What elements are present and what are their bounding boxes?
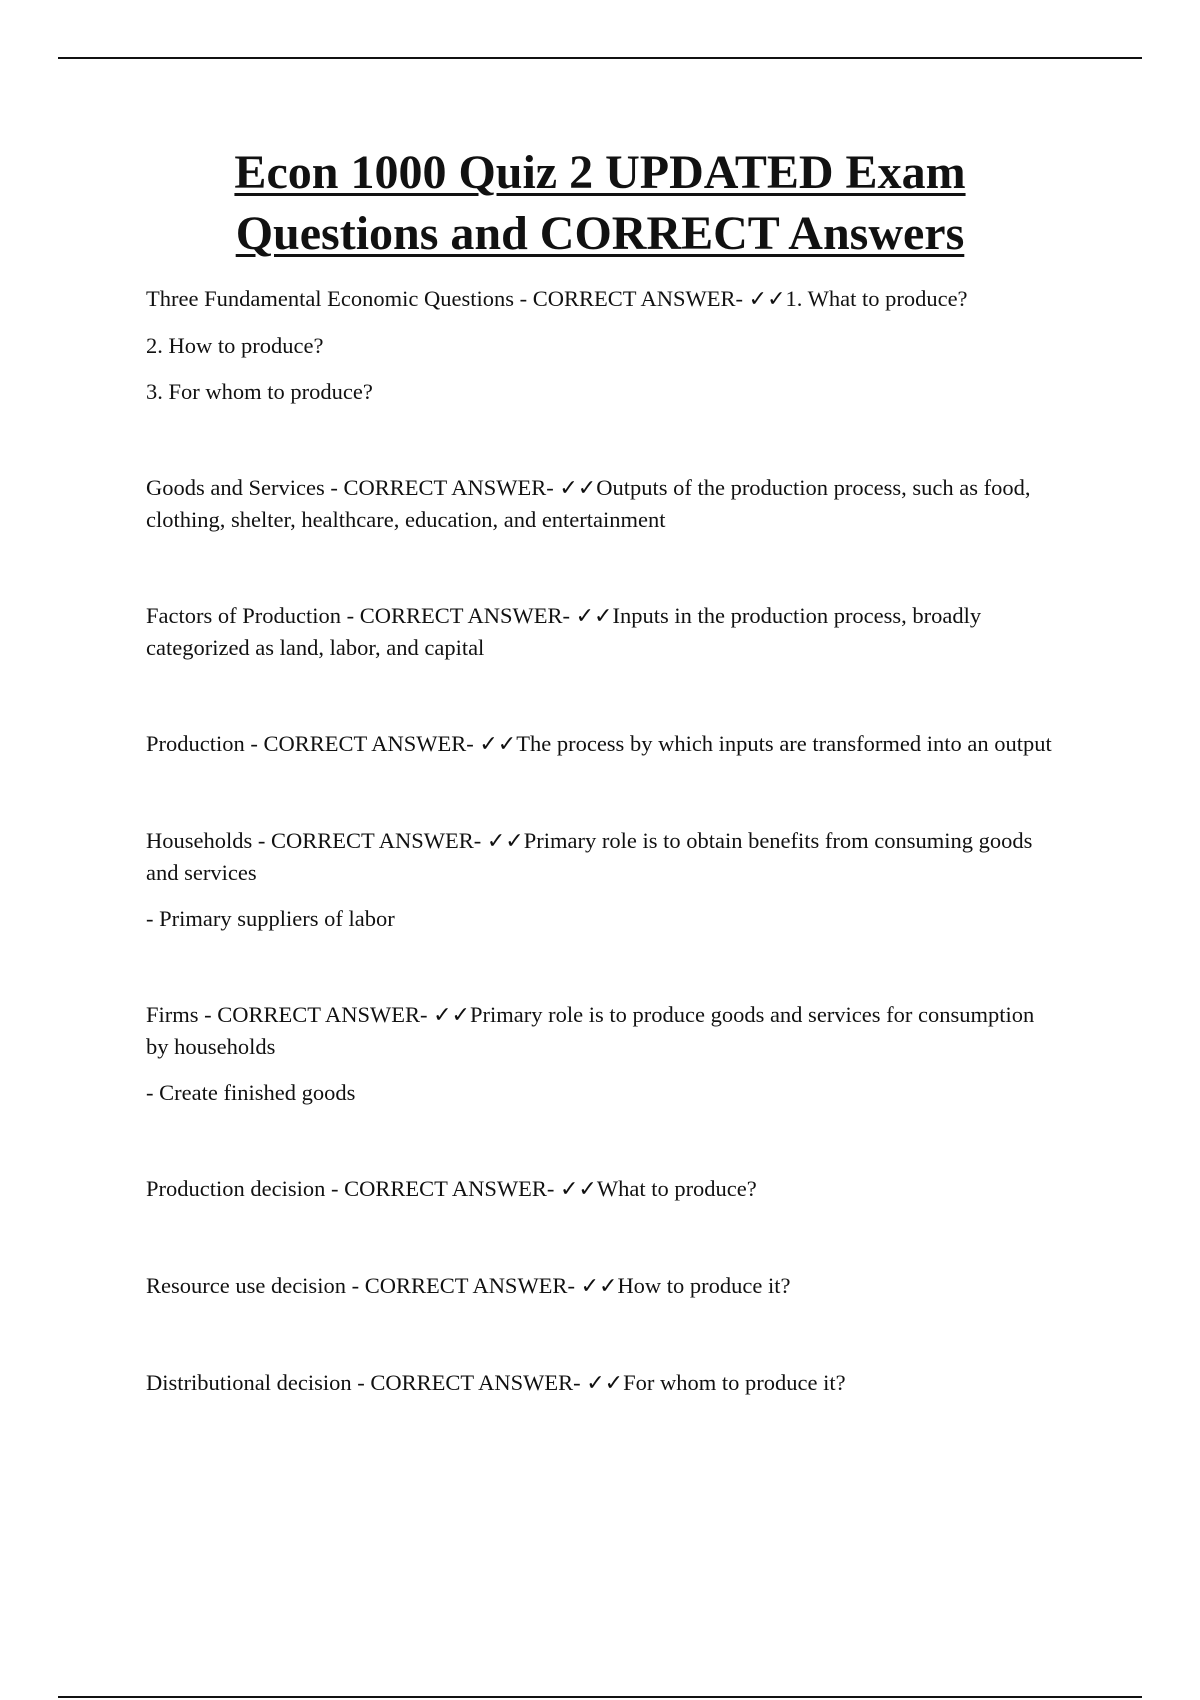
term: Distributional decision bbox=[146, 1370, 352, 1395]
answer-marker: - CORRECT ANSWER- bbox=[325, 1176, 560, 1201]
answer-marker: - CORRECT ANSWER- bbox=[324, 475, 560, 500]
answer-extra-line: - Create finished goods bbox=[146, 1080, 356, 1105]
answer: What to produce? bbox=[596, 1176, 757, 1201]
qa-list bbox=[146, 283, 1061, 1464]
answer: Primary role is to produce goods and services for consumption by households bbox=[146, 1002, 1035, 1059]
top-rule bbox=[58, 57, 1142, 59]
qa-line bbox=[146, 1173, 1061, 1205]
document-title: Econ 1000 Quiz 2 UPDATED Exam Questions and CORRECT Answers bbox=[234, 146, 966, 260]
term: Firms bbox=[146, 1002, 199, 1027]
qa-item bbox=[146, 728, 1061, 760]
check-icon: ✓✓ bbox=[559, 476, 597, 501]
answer: For whom to produce it? bbox=[623, 1370, 846, 1395]
qa-line bbox=[146, 825, 1061, 888]
term: Goods and Services bbox=[146, 475, 325, 500]
answer-marker: - CORRECT ANSWER- bbox=[340, 603, 576, 628]
check-icon: ✓✓ bbox=[575, 604, 613, 629]
term: Production decision bbox=[146, 1176, 326, 1201]
answer: Primary role is to obtain benefits from consuming goods and services bbox=[146, 828, 1033, 885]
answer-marker: - CORRECT ANSWER- bbox=[252, 828, 487, 853]
check-icon: ✓✓ bbox=[559, 1177, 597, 1202]
check-icon: ✓✓ bbox=[433, 1003, 470, 1028]
qa-line bbox=[146, 728, 1061, 760]
qa-item bbox=[146, 999, 1061, 1108]
answer-marker: - CORRECT ANSWER- bbox=[514, 286, 749, 311]
qa-line bbox=[146, 283, 1061, 315]
qa-item bbox=[146, 600, 1061, 663]
answer-extra-line: 3. For whom to produce? bbox=[146, 379, 373, 404]
check-icon: ✓✓ bbox=[479, 732, 517, 757]
bottom-rule bbox=[58, 1696, 1142, 1698]
qa-item bbox=[146, 472, 1061, 535]
answer: The process by which inputs are transformed into an output bbox=[516, 731, 1052, 756]
term: Production bbox=[146, 731, 245, 756]
check-icon: ✓✓ bbox=[748, 287, 786, 312]
check-icon: ✓✓ bbox=[580, 1274, 618, 1299]
answer-marker: - CORRECT ANSWER- bbox=[198, 1002, 434, 1027]
answer: Outputs of the production process, such as food, clothing, shelter, healthcare, education, and entertainment bbox=[146, 475, 1031, 532]
qa-item bbox=[146, 1367, 1061, 1399]
qa-line bbox=[146, 1270, 1061, 1302]
term: Resource use decision bbox=[146, 1273, 346, 1298]
check-icon: ✓✓ bbox=[486, 829, 524, 854]
answer-extra-line: 2. How to produce? bbox=[146, 333, 324, 358]
answer-marker: - CORRECT ANSWER- bbox=[244, 731, 480, 756]
answer: How to produce it? bbox=[617, 1273, 791, 1298]
term: Three Fundamental Economic Questions bbox=[146, 286, 515, 311]
qa-line bbox=[146, 600, 1061, 663]
qa-line bbox=[146, 1367, 1061, 1399]
term: Households bbox=[146, 828, 253, 853]
answer-marker: - CORRECT ANSWER- bbox=[345, 1273, 581, 1298]
check-icon: ✓✓ bbox=[586, 1371, 624, 1396]
term: Factors of Production bbox=[146, 603, 341, 628]
answer-extra-line: - Primary suppliers of labor bbox=[146, 906, 395, 931]
answer: Inputs in the production process, broadly categorized as land, labor, and capital bbox=[146, 603, 982, 660]
qa-line bbox=[146, 472, 1061, 535]
qa-item bbox=[146, 1173, 1061, 1205]
qa-item bbox=[146, 283, 1061, 407]
qa-item bbox=[146, 825, 1061, 934]
qa-line bbox=[146, 999, 1061, 1062]
answer: 1. What to produce? bbox=[785, 286, 968, 311]
qa-item bbox=[146, 1270, 1061, 1302]
answer-marker: - CORRECT ANSWER- bbox=[351, 1370, 587, 1395]
